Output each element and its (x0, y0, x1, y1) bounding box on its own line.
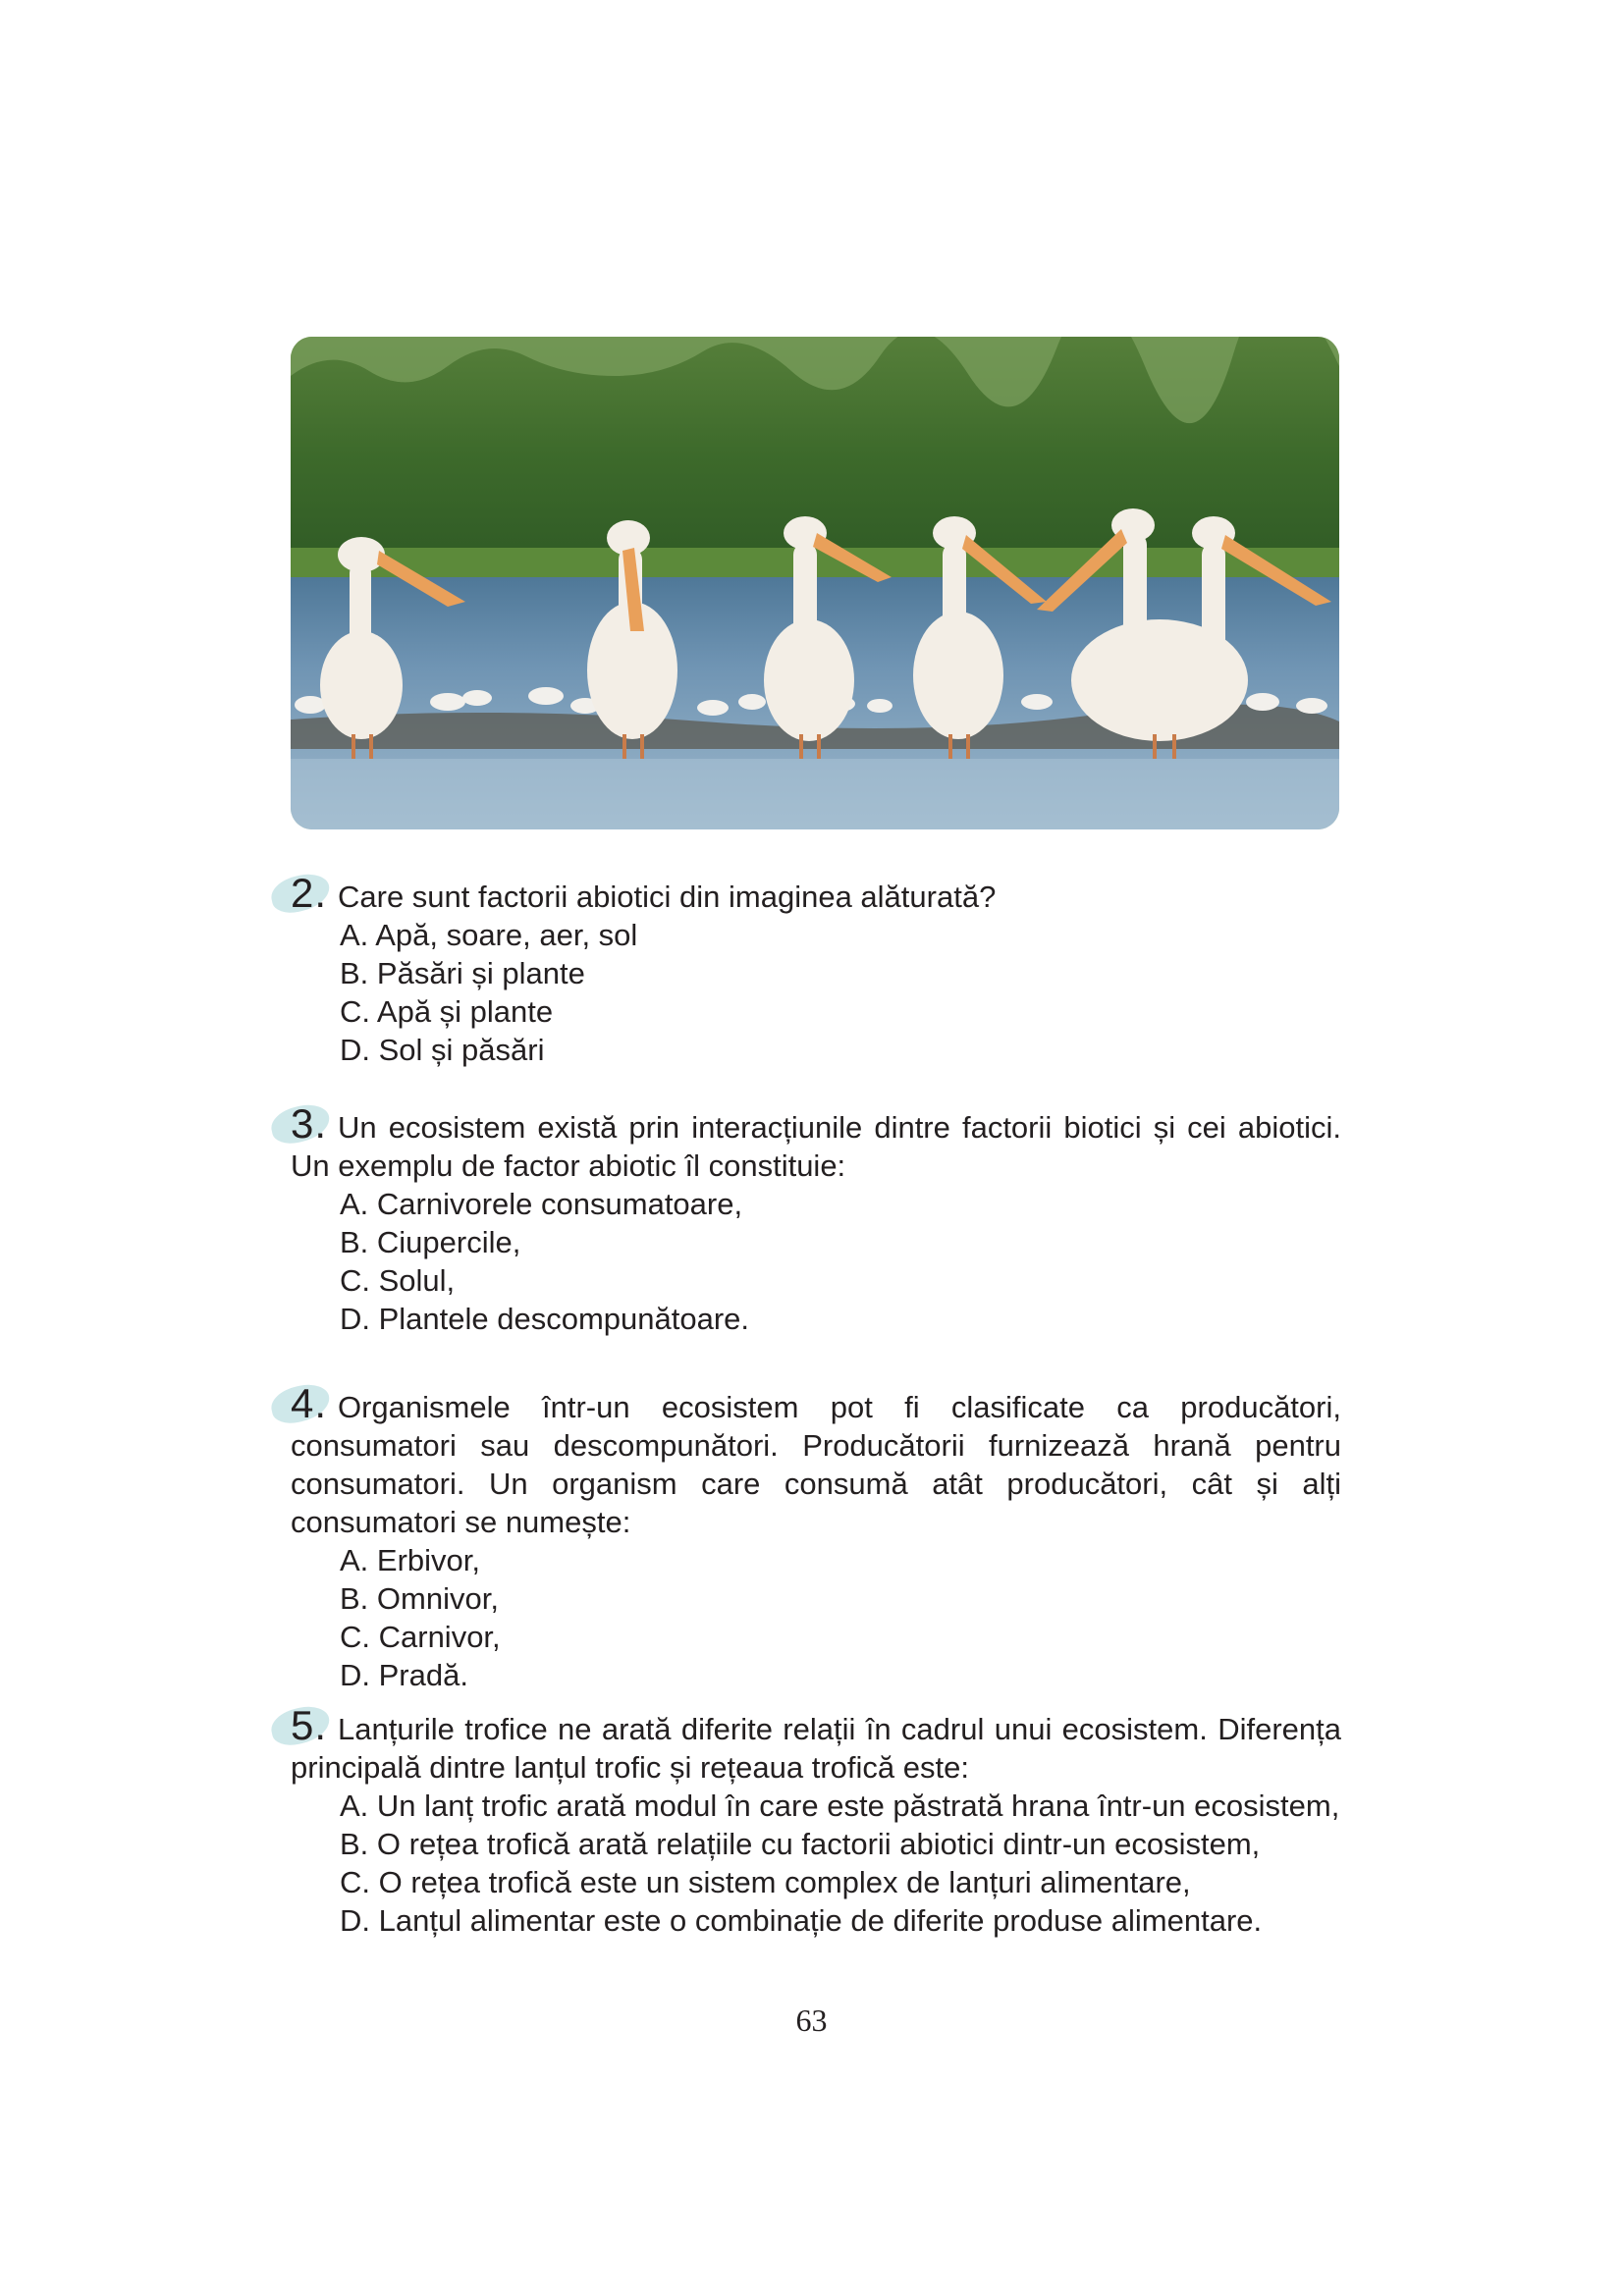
option-a: A. Erbivor, (340, 1543, 480, 1577)
option-d: D. Lanțul alimentar este o combinație de diferite produse alimentare. (340, 1903, 1263, 1938)
question-3-number-badge: 3. (291, 1104, 338, 1147)
question-3 (291, 1100, 1341, 1338)
option-b: B. Ciupercile, (340, 1225, 521, 1259)
question-5-text: 5. Lanțurile trofice ne arată diferite relații în cadrul unui ecosistem. Diferența principală dintre lanțul trofic și rețeaua trofică este: (291, 1706, 1341, 1787)
option-c: C. Solul, (340, 1263, 456, 1298)
option-a: A. Apă, soare, aer, sol (340, 918, 638, 952)
question-4-options (291, 1541, 1341, 1694)
pelicans-illustration (291, 337, 1339, 829)
question-3-text: 3. Un ecosistem există prin interacțiunile dintre factorii biotici și cei abiotici. Un exemplu de factor abiotic îl constituie: (291, 1104, 1341, 1185)
question-4-number-badge: 4. (291, 1384, 338, 1426)
option-d: D. Sol și păsări (340, 1033, 545, 1067)
question-2-options (291, 916, 1341, 1069)
option-c: C. Apă și plante (340, 994, 554, 1029)
question-5 (291, 1702, 1341, 1940)
option-d: D. Plantele descompunătoare. (340, 1302, 750, 1336)
option-a: A. Carnivorele consumatoare, (340, 1187, 743, 1221)
question-2 (291, 870, 1341, 1069)
option-c: C. Carnivor, (340, 1620, 501, 1654)
option-c: C. O rețea trofică este un sistem complex de lanțuri alimentare, (340, 1865, 1191, 1899)
option-b: B. O rețea trofică arată relațiile cu factorii abiotici dintr-un ecosistem, (340, 1827, 1261, 1861)
option-b: B. Păsări și plante (340, 956, 585, 990)
question-2-text: 2. Care sunt factorii abiotici din imaginea alăturată? (291, 874, 1341, 916)
page-number: 63 (795, 2002, 828, 2038)
question-5-number-badge: 5. (291, 1706, 338, 1748)
option-b: B. Omnivor, (340, 1581, 499, 1616)
question-4 (291, 1380, 1341, 1694)
option-a: A. Un lanț trofic arată modul în care este păstrată hrana într-un ecosistem, (340, 1789, 1340, 1823)
option-d: D. Pradă. (340, 1658, 468, 1692)
question-2-number-badge: 2. (291, 874, 338, 916)
question-3-options (291, 1185, 1341, 1338)
question-5-options (291, 1787, 1341, 1940)
question-4-text: 4. Organismele într-un ecosistem pot fi clasificate ca producători, consumatori sau descompunători. Producătorii furnizează hrană pentru consumatori. Un organism care consumă atât producători, cât și alți consumatori se numește: (291, 1384, 1341, 1541)
pelicans-photo (291, 337, 1339, 829)
